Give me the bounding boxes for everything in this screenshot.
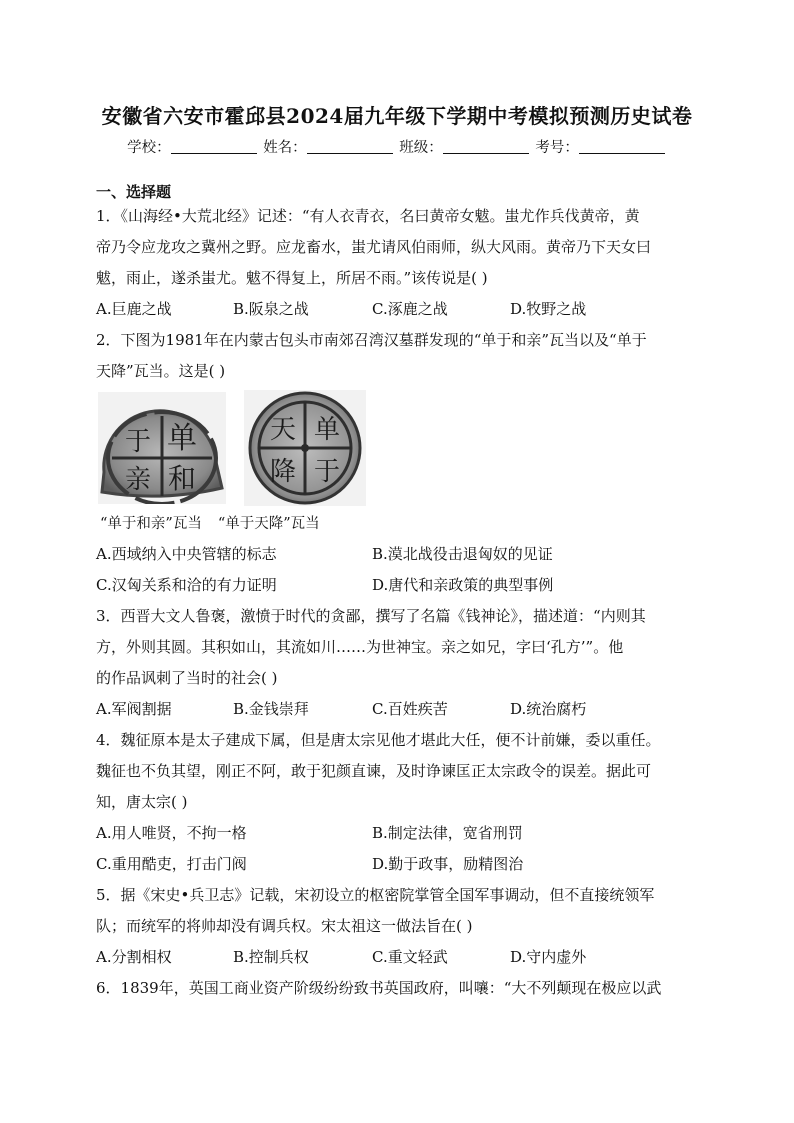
- student-info-row: [0, 136, 794, 157]
- q5-option-d[interactable]: D.守内虚外: [510, 948, 587, 966]
- q3-option-d[interactable]: D.统治腐朽: [510, 700, 587, 718]
- caption-right: “单于天降”瓦当: [217, 516, 320, 532]
- school-blank[interactable]: [171, 139, 257, 154]
- q2-line-2: 天降”瓦当。这是( ): [96, 362, 226, 380]
- tile-char: 亲: [124, 465, 152, 495]
- q4-line-1: 4．魏征原本是太子建成下属，但是唐太宗见他才堪此大任，便不计前嫌，委以重任。: [96, 731, 661, 749]
- number-label: 考号：: [535, 140, 579, 156]
- q4-option-b[interactable]: B.制定法律，宽省刑罚: [372, 824, 523, 842]
- q1-line-3: 魃，雨止，遂杀蚩尤。魃不得复上，所居不雨。”该传说是( ): [96, 269, 488, 287]
- q3-option-c[interactable]: C.百姓疾苦: [372, 700, 448, 718]
- q6-line-1: 6．1839年，英国工商业资产阶级纷纷致书英国政府，叫嚷：“大不列颠现在极应以武: [96, 979, 662, 997]
- tile-char: 和: [167, 462, 197, 495]
- q3-line-2: 方，外则其圆。其积如山，其流如川……为世神宝。亲之如兄，字曰‘孔方’”。他: [96, 638, 624, 656]
- q2-option-b[interactable]: B.漠北战役击退匈奴的见证: [372, 545, 553, 563]
- q2-option-d[interactable]: D.唐代和亲政策的典型事例: [372, 576, 554, 594]
- section-heading: 一、选择题: [96, 183, 172, 201]
- class-blank[interactable]: [443, 139, 529, 154]
- caption-left: “单于和亲”瓦当: [100, 516, 202, 532]
- name-label: 姓名：: [263, 140, 307, 156]
- q3-option-b[interactable]: B.金钱崇拜: [233, 700, 309, 718]
- tile-char: 于: [313, 457, 341, 487]
- q1-option-c[interactable]: C.涿鹿之战: [372, 300, 448, 318]
- q4-line-2: 魏征也不负其望，刚正不阿，敢于犯颜直谏，及时诤谏匡正太宗政令的误差。据此可: [96, 762, 652, 780]
- tile-char: 于: [124, 427, 152, 457]
- tile-char: 单: [313, 415, 341, 445]
- tile-char: 天: [269, 415, 297, 445]
- q2-option-a[interactable]: A.西域纳入中央管辖的标志: [96, 545, 277, 563]
- q4-option-d[interactable]: D.勤于政事，励精图治: [372, 855, 524, 873]
- q5-line-2: 队；而统军的将帅却没有调兵权。宋太祖这一做法旨在( ): [96, 917, 473, 935]
- q2-option-c[interactable]: C.汉匈关系和洽的有力证明: [96, 576, 277, 594]
- name-blank[interactable]: [307, 139, 393, 154]
- school-label: 学校：: [127, 140, 171, 156]
- tile-captions: [100, 512, 320, 533]
- q1-line-1: 1．《山海经•大荒北经》记述：“有人衣青衣，名曰黄帝女魃。蚩尤作兵伐黄帝，黄: [96, 207, 640, 225]
- q3-line-1: 3．西晋大文人鲁褒，激愤于时代的贪鄙，撰写了名篇《钱神论》，描述道：“内则其: [96, 607, 646, 625]
- tile-char: 单: [167, 421, 197, 456]
- chanyu-heqin-tile-image: [98, 392, 226, 504]
- q4-option-a[interactable]: A.用人唯贤，不拘一格: [96, 824, 247, 842]
- q1-option-b[interactable]: B.阪泉之战: [233, 300, 309, 318]
- q3-line-3: 的作品讽刺了当时的社会( ): [96, 669, 278, 687]
- q1-line-2: 帝乃令应龙攻之冀州之野。应龙畜水，蚩尤请风伯雨师，纵大风雨。黄帝乃下天女曰: [96, 238, 652, 256]
- q4-line-3: 知，唐太宗( ): [96, 793, 188, 811]
- class-label: 班级：: [399, 140, 443, 156]
- page-title: 安徽省六安市霍邱县2024届九年级下学期中考模拟预测历史试卷: [101, 104, 693, 128]
- q3-option-a[interactable]: A.军阀割据: [96, 700, 172, 718]
- q5-option-c[interactable]: C.重文轻武: [372, 948, 448, 966]
- q5-option-b[interactable]: B.控制兵权: [233, 948, 309, 966]
- chanyu-tianjiang-tile-image: [244, 390, 366, 506]
- q5-line-1: 5．据《宋史•兵卫志》记载，宋初设立的枢密院掌管全国军事调动，但不直接统领军: [96, 886, 655, 904]
- q2-line-1: 2．下图为1981年在内蒙古包头市南郊召湾汉墓群发现的“单于和亲”瓦当以及“单于: [96, 331, 647, 349]
- tile-char: 降: [269, 457, 297, 487]
- q5-option-a[interactable]: A.分割相权: [96, 948, 172, 966]
- number-blank[interactable]: [579, 139, 665, 154]
- q1-option-d[interactable]: D.牧野之战: [510, 300, 587, 318]
- q1-option-a[interactable]: A.巨鹿之战: [96, 300, 172, 318]
- q4-option-c[interactable]: C.重用酷吏，打击门阀: [96, 855, 247, 873]
